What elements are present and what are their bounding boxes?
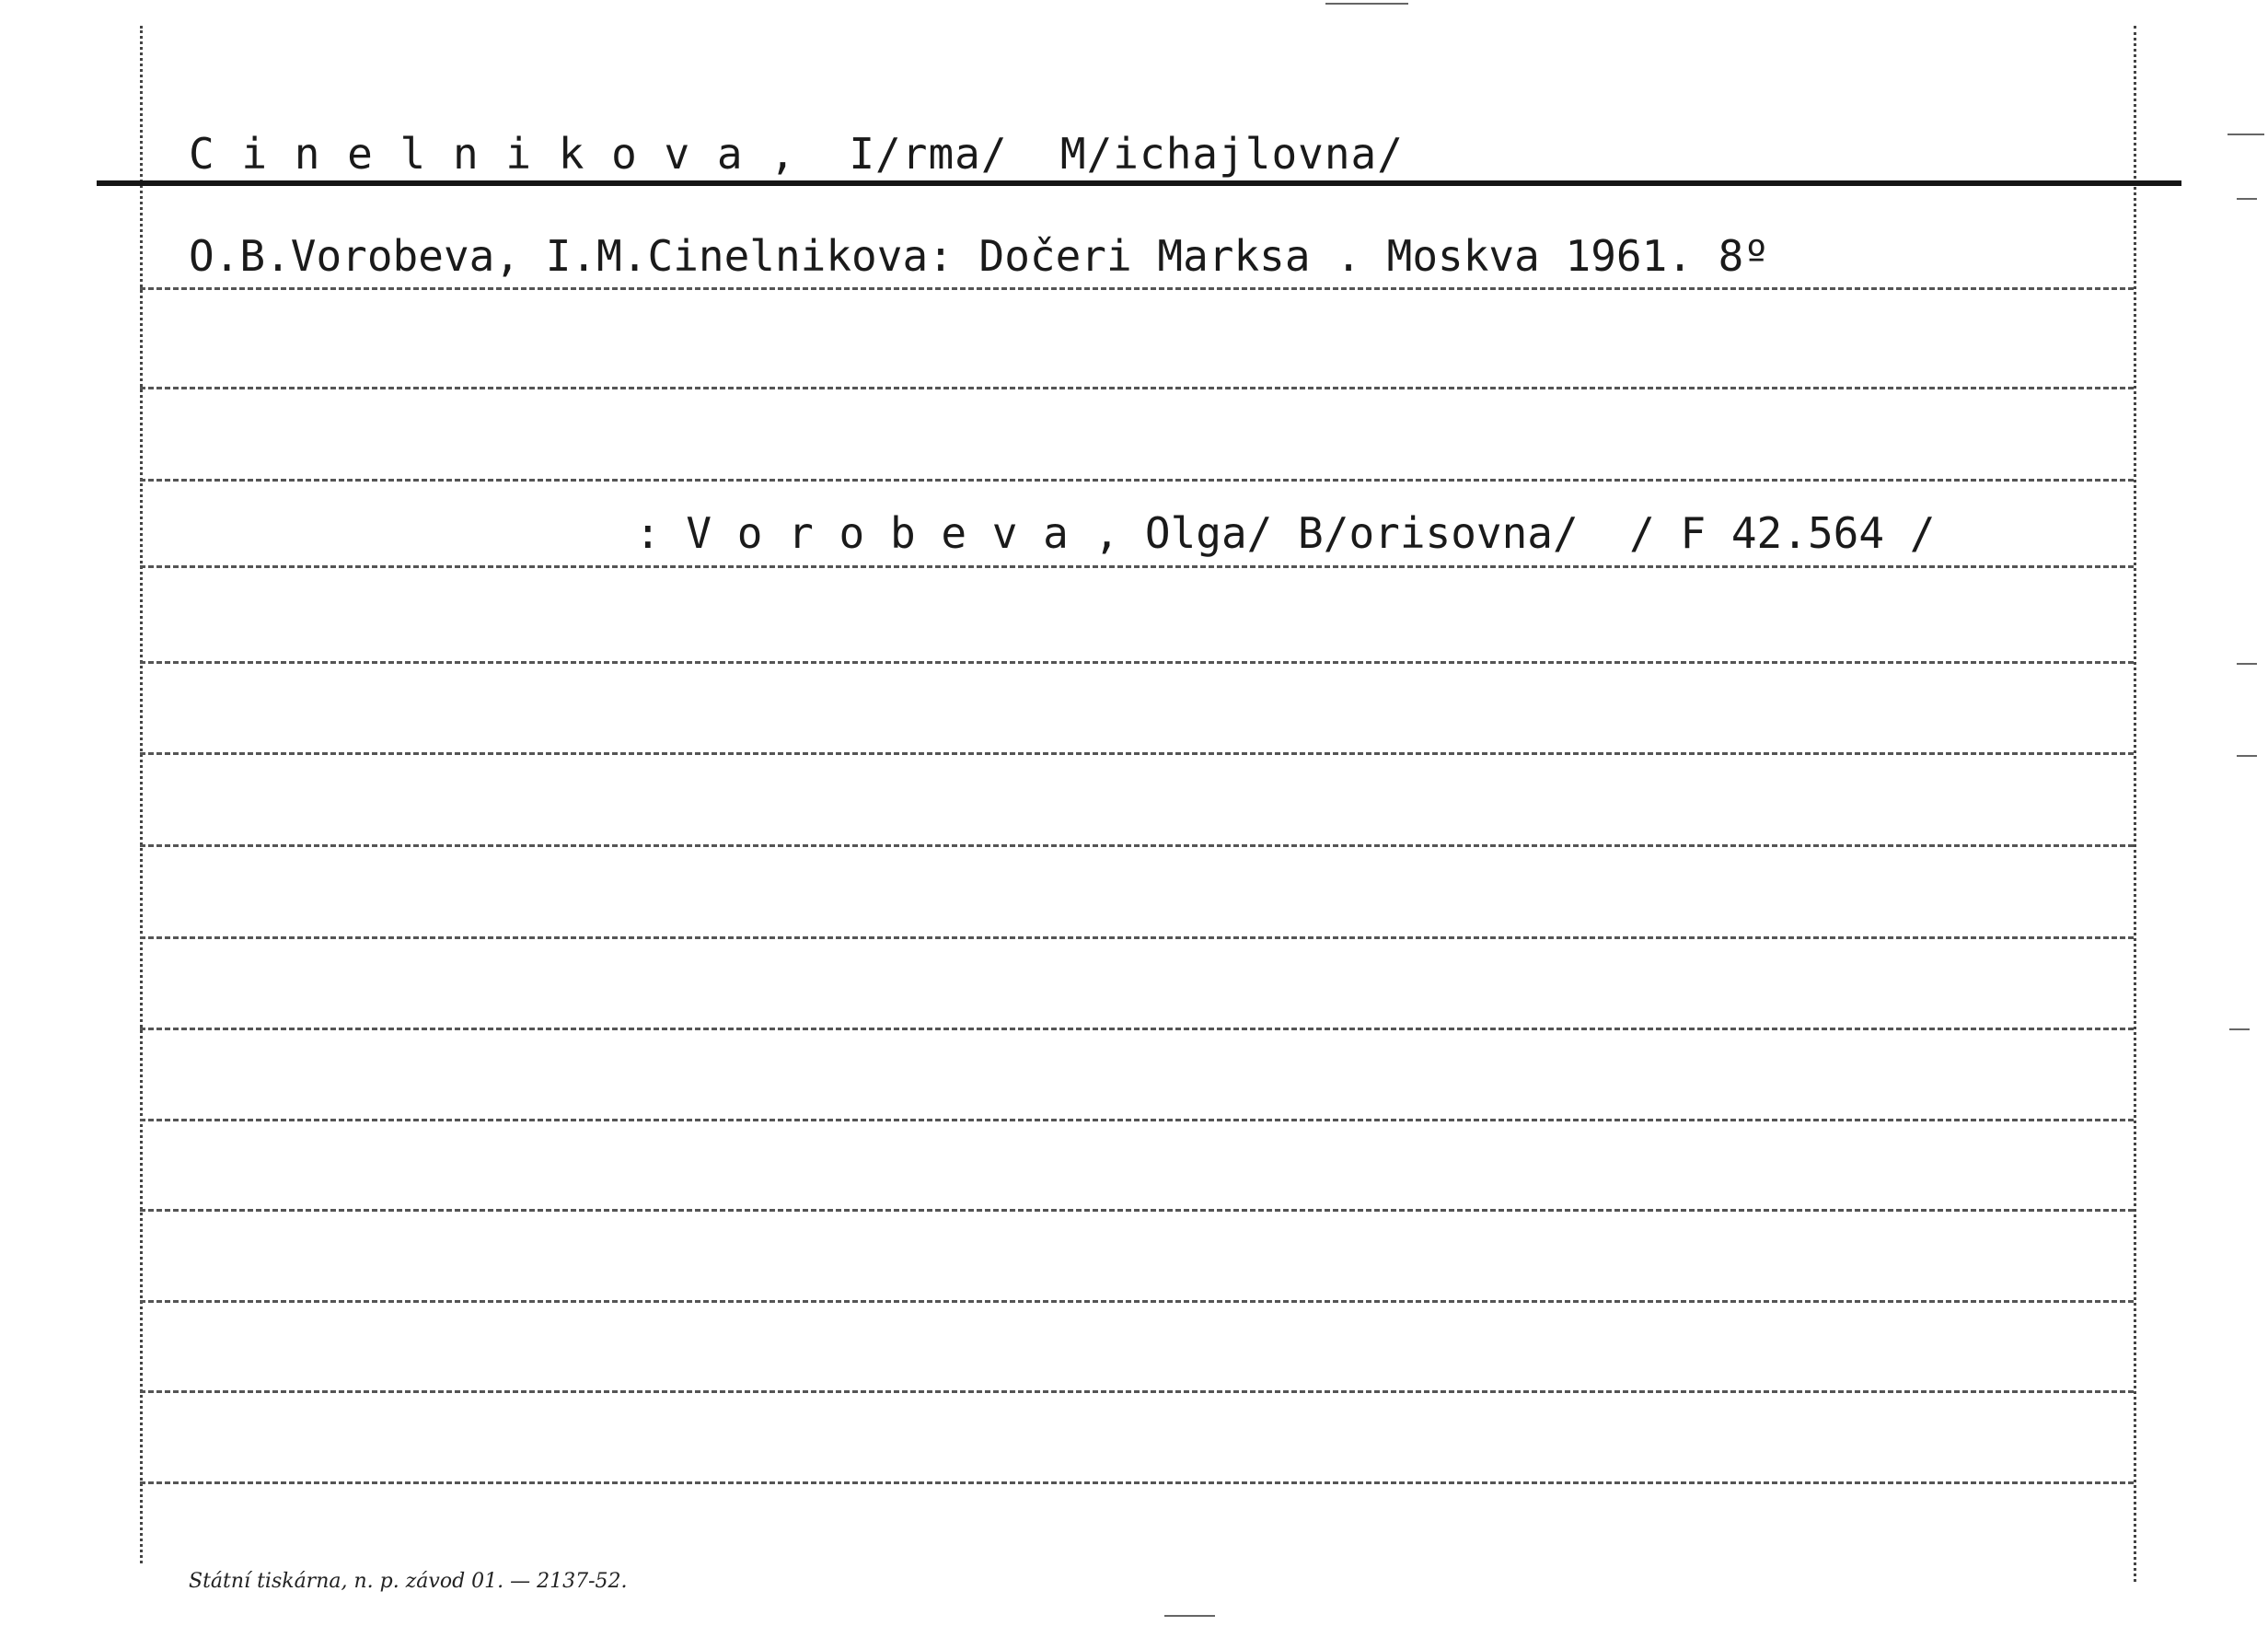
ruled-line <box>140 844 2134 847</box>
ruled-line <box>140 479 2134 482</box>
author-heading: C i n e l n i k o v a , I/rma/ M/ichajlovna/ <box>189 129 1404 179</box>
edge-mark <box>2229 1028 2250 1030</box>
ruled-line <box>140 1119 2134 1121</box>
edge-mark <box>2237 663 2257 665</box>
card-left-border <box>140 26 143 1563</box>
edge-mark <box>2237 198 2257 200</box>
ruled-line <box>140 936 2134 939</box>
edge-mark <box>2228 134 2264 135</box>
ruled-line <box>140 1390 2134 1393</box>
card-right-border <box>2134 26 2136 1582</box>
heading-rule <box>97 180 2181 186</box>
ruled-line <box>140 1209 2134 1212</box>
printer-imprint: Státní tiskárna, n. p. závod 01. — 2137-52. <box>189 1570 628 1593</box>
edge-mark <box>1325 3 1408 5</box>
title-description: O.B.Vorobeva, I.M.Cinelnikova: Dočeri Marksa . Moskva 1961. 8º <box>189 231 1770 281</box>
added-entry: : V o r o b e v a , Olga/ B/orisovna/ / F 42.564 / <box>635 508 1936 558</box>
ruled-line <box>140 1028 2134 1030</box>
edge-mark <box>2237 755 2257 757</box>
ruled-line <box>140 661 2134 664</box>
ruled-line <box>140 752 2134 755</box>
ruled-line <box>140 387 2134 389</box>
ruled-line <box>140 1300 2134 1303</box>
ruled-line <box>140 287 2134 290</box>
edge-mark <box>1164 1615 1215 1617</box>
ruled-line <box>140 565 2134 568</box>
ruled-line <box>140 1481 2134 1484</box>
